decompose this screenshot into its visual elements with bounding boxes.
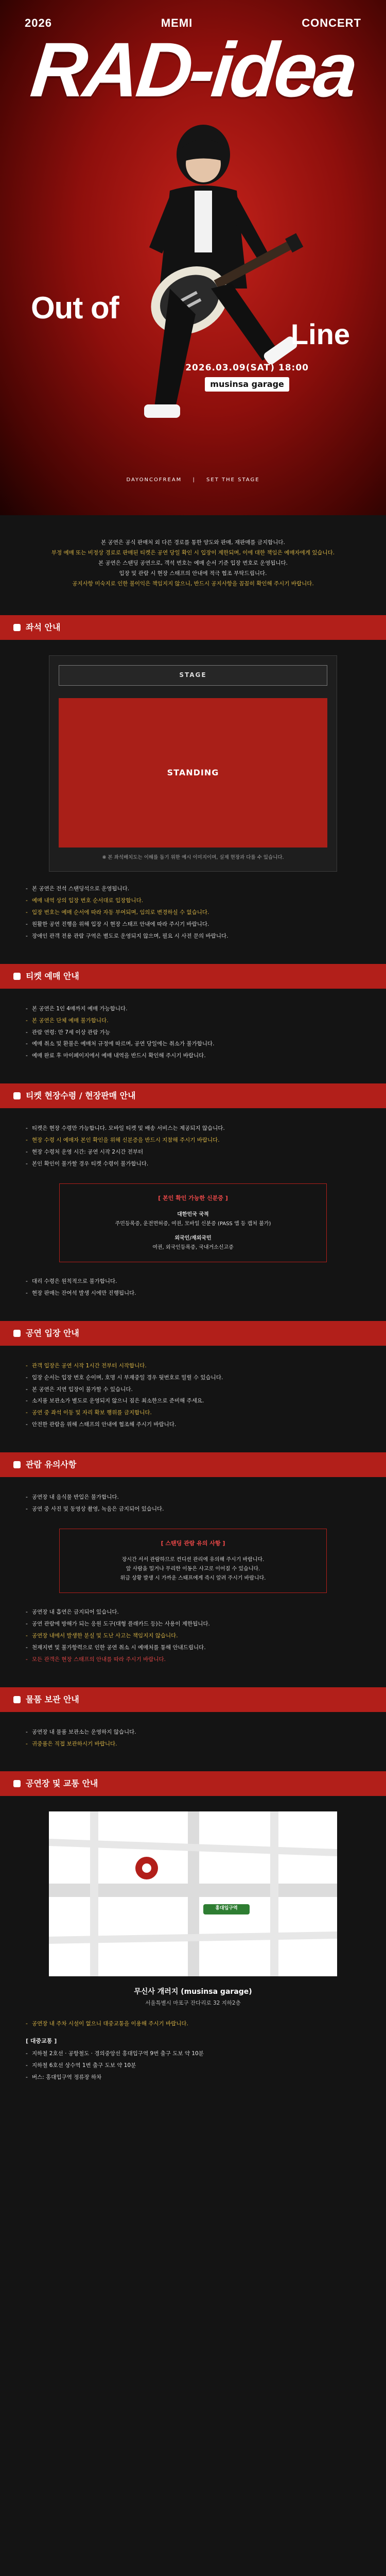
- hero-subtitle-left: Out of: [31, 291, 119, 325]
- onsite-bullets: [26, 1124, 360, 1169]
- list-item: - 천재지변 및 불가항력으로 인한 공연 취소 시 예매처를 통해 안내드립니다.: [26, 1643, 360, 1653]
- onsite-heading: 티켓 현장수령 / 현장판매 안내: [26, 1091, 136, 1101]
- seat-section-header: [0, 615, 386, 640]
- caution-box-line: 앞 사람을 밀거나 무리한 이동은 사고로 이어질 수 있습니다.: [126, 1566, 260, 1572]
- ticket-heading: 티켓 예매 안내: [26, 971, 79, 981]
- section-marker-icon: [13, 1696, 21, 1703]
- list-item: - 대리 수령은 원칙적으로 불가합니다.: [26, 1277, 360, 1286]
- map-station-label: 홍대입구역: [215, 1906, 238, 1911]
- intro-line: 공지사항 미숙지로 인한 불이익은 책임지지 않으니, 반드시 공지사항을 꼼꼼히 확인해 주시기 바랍니다.: [72, 580, 314, 587]
- access-bullets: [26, 2019, 360, 2029]
- list-item: - 현장 판매는 잔여석 발생 시에만 진행됩니다.: [26, 1289, 360, 1298]
- venue-map: [49, 1811, 337, 1976]
- list-item: - 예매 취소 및 환불은 예매처 규정에 따르며, 공연 당일에는 취소가 불가합니다.: [26, 1039, 360, 1049]
- id-info-box: [59, 1183, 327, 1262]
- stage-area: STAGE: [59, 665, 327, 686]
- list-item: - 버스: 홍대입구역 정류장 하차: [26, 2073, 360, 2082]
- list-item: - 본 공연은 단체 예매 불가합니다.: [26, 1016, 360, 1026]
- venue-name: 무신사 개러지 (musinsa garage): [134, 1988, 252, 1996]
- map-graphic: [49, 1811, 337, 1976]
- intro-line: 본 공연은 스탠딩 공연으로, 객석 번호는 예매 순서 기준 입장 번호로 운영됩니다.: [98, 560, 288, 566]
- list-item: - 현장 수령 시 예매자 본인 확인을 위해 신분증을 반드시 지참해 주시기 바랍니다.: [26, 1136, 360, 1145]
- standing-caution-title: [ 스탠딩 관람 유의 사항 ]: [161, 1539, 225, 1547]
- list-item: - 입장 순서는 입장 번호 순이며, 호명 시 부재중일 경우 뒷번호로 밀릴 수 있습니다.: [26, 1373, 360, 1383]
- list-item: - 소지품 보관소가 별도로 운영되지 않으니 짐은 최소한으로 준비해 주세요.: [26, 1396, 360, 1406]
- standing-area: STANDING: [59, 698, 327, 848]
- list-item: - 본 공연은 지연 입장이 불가할 수 있습니다.: [26, 1385, 360, 1395]
- hero-label: CONCERT: [302, 16, 361, 29]
- hero-logo-2: SET THE STAGE: [206, 477, 260, 483]
- list-item: - 지하철 6호선 상수역 1번 출구 도보 약 10분: [26, 2061, 360, 2071]
- list-item: - 티켓은 현장 수령만 가능합니다. 모바일 티켓 및 배송 서비스는 제공되지 않습니다.: [26, 1124, 360, 1133]
- list-item: - 예매 완료 후 마이페이지에서 예매 내역을 반드시 확인해 주시기 바랍니다.: [26, 1051, 360, 1061]
- list-item: - 공연 중 좌석 이동 및 자리 확보 행위를 금지합니다.: [26, 1408, 360, 1418]
- list-item: - 모든 관객은 현장 스태프의 안내를 따라 주시기 바랍니다.: [26, 1655, 360, 1665]
- hero-banner: [0, 0, 386, 515]
- singer-illustration: [93, 118, 309, 448]
- hero-venue: musinsa garage: [205, 377, 289, 392]
- hero-year: 2026: [25, 16, 52, 29]
- hero-subtitle-right: Line: [290, 318, 350, 350]
- transport-list: [26, 2049, 360, 2082]
- seat-note: ※ 본 좌석배치도는 이해를 돕기 위한 예시 이미지이며, 실제 현장과 다를 수 있습니다.: [102, 854, 284, 860]
- id-box-domestic-head: 대한민국 국적: [177, 1212, 209, 1218]
- onsite-section-header: [0, 1083, 386, 1108]
- entry-heading: 공연 입장 안내: [26, 1328, 79, 1338]
- list-item: - 입장 번호는 예매 순서에 따라 자동 부여되며, 임의로 변경하실 수 없습니다.: [26, 908, 360, 918]
- list-item: - 공연 관람에 방해가 되는 응원 도구(대형 플래카드 등)는 사용이 제한됩니다.: [26, 1619, 360, 1629]
- seat-heading: 좌석 안내: [26, 622, 61, 632]
- goods-section: [0, 1687, 386, 1772]
- caution-section-header: [0, 1452, 386, 1477]
- caution-bullets: [26, 1493, 360, 1514]
- hero-logo-1: DAYONCOFREAM: [126, 477, 182, 483]
- list-item: - 장애인 관객 전용 관람 구역은 별도로 운영되지 않으며, 필요 시 사전 문의 바랍니다.: [26, 931, 360, 941]
- intro-line: 본 공연은 공식 판매처 외 다른 경로를 통한 양도와 판매, 재판매를 금지합니다.: [101, 539, 285, 546]
- hero-artist: MEMI: [161, 16, 193, 29]
- access-heading: 공연장 및 교통 안내: [26, 1778, 98, 1789]
- onsite-bullets-2: [26, 1277, 360, 1298]
- goods-heading: 물품 보관 안내: [26, 1694, 79, 1704]
- intro-line: 부정 예매 또는 비정상 경로로 판매된 티켓은 공연 당일 확인 시 입장이 제한되며, 이에 대한 책임은 예매자에게 있습니다.: [51, 549, 335, 556]
- ticket-section-header: [0, 964, 386, 989]
- list-item: - 공연장 내 주차 시설이 없으니 대중교통을 이용해 주시기 바랍니다.: [26, 2019, 360, 2029]
- caution-bullets-2: [26, 1607, 360, 1664]
- onsite-section: [0, 1083, 386, 1321]
- list-item: - 관람 연령: 만 7세 이상 관람 가능: [26, 1028, 360, 1038]
- section-marker-icon: [13, 1092, 21, 1099]
- entry-section: [0, 1321, 386, 1452]
- seat-map: [49, 655, 337, 872]
- list-item: - 관객 입장은 공연 시작 1시간 전부터 시작합니다.: [26, 1361, 360, 1371]
- seat-bullets: [26, 884, 360, 941]
- standing-caution-box: [59, 1529, 327, 1593]
- list-item: - 귀중품은 직접 보관하시기 바랍니다.: [26, 1739, 360, 1749]
- entry-bullets: [26, 1361, 360, 1430]
- venue-address: 서울특별시 마포구 잔다리로 32 지하2층: [145, 1999, 241, 2006]
- list-item: - 공연 중 사진 및 동영상 촬영, 녹음은 금지되어 있습니다.: [26, 1504, 360, 1514]
- hero-date: 2026.03.09(SAT) 18:00: [185, 363, 309, 373]
- caution-section: [0, 1452, 386, 1687]
- id-box-domestic: 주민등록증, 운전면허증, 여권, 모바일 신분증 (PASS 앱 등 캡처 불가): [115, 1221, 271, 1227]
- access-section-header: [0, 1771, 386, 1796]
- caution-box-line: 위급 상황 발생 시 가까운 스태프에게 즉시 알려 주시기 바랍니다.: [120, 1575, 266, 1582]
- goods-bullets: [26, 1727, 360, 1749]
- hero-title: RAD-idea: [27, 26, 359, 113]
- section-marker-icon: [13, 1780, 21, 1787]
- list-item: - 본 공연은 1인 4매까지 예매 가능합니다.: [26, 1004, 360, 1014]
- list-item: - 공연장 내 흡연은 금지되어 있습니다.: [26, 1607, 360, 1617]
- list-item: - 공연장 내 음식물 반입은 불가합니다.: [26, 1493, 360, 1502]
- list-item: - 현장 수령처 운영 시간: 공연 시작 2시간 전부터: [26, 1147, 360, 1157]
- ticket-section: [0, 964, 386, 1083]
- list-item: - 예매 내역 상의 입장 번호 순서대로 입장합니다.: [26, 896, 360, 906]
- id-box-foreign: 여권, 외국인등록증, 국내거소신고증: [152, 1245, 234, 1251]
- goods-section-header: [0, 1687, 386, 1712]
- entry-section-header: [0, 1321, 386, 1346]
- section-marker-icon: [13, 624, 21, 631]
- transport-heading: [ 대중교통 ]: [26, 2038, 57, 2045]
- id-box-foreign-head: 외국인/재외국민: [174, 1235, 212, 1242]
- access-section: [0, 1771, 386, 2105]
- list-item: - 공연장 내 물품 보관소는 운영하지 않습니다.: [26, 1727, 360, 1737]
- section-marker-icon: [13, 1461, 21, 1468]
- caution-heading: 관람 유의사항: [26, 1460, 77, 1470]
- intro-line: 입장 및 관람 시 현장 스태프의 안내에 적극 협조 부탁드립니다.: [119, 570, 267, 577]
- list-item: - 원활한 공연 진행을 위해 입장 시 현장 스태프 안내에 따라 주시기 바랍니다.: [26, 920, 360, 929]
- list-item: - 본인 확인이 불가할 경우 티켓 수령이 불가합니다.: [26, 1159, 360, 1169]
- list-item: - 안전한 관람을 위해 스태프의 안내에 협조해 주시기 바랍니다.: [26, 1420, 360, 1430]
- section-marker-icon: [13, 973, 21, 980]
- seat-section: [0, 615, 386, 964]
- hero-logos: DAYONCOFREAM | SET THE STAGE: [126, 477, 260, 483]
- hero-date-block: [185, 361, 309, 392]
- ticket-bullets: [26, 1004, 360, 1061]
- id-box-title: [ 본인 확인 가능한 신분증 ]: [158, 1194, 228, 1201]
- caution-box-line: 장시간 서서 관람하므로 컨디션 관리에 유의해 주시기 바랍니다.: [121, 1557, 265, 1563]
- list-item: - 본 공연은 전석 스탠딩석으로 운영됩니다.: [26, 884, 360, 894]
- list-item: - 지하철 2호선 · 공항철도 · 경의중앙선 홍대입구역 9번 출구 도보 약 10분: [26, 2049, 360, 2059]
- section-marker-icon: [13, 1330, 21, 1337]
- intro-notice: [0, 515, 386, 615]
- list-item: - 공연장 내에서 발생한 분실 및 도난 사고는 책임지지 않습니다.: [26, 1631, 360, 1641]
